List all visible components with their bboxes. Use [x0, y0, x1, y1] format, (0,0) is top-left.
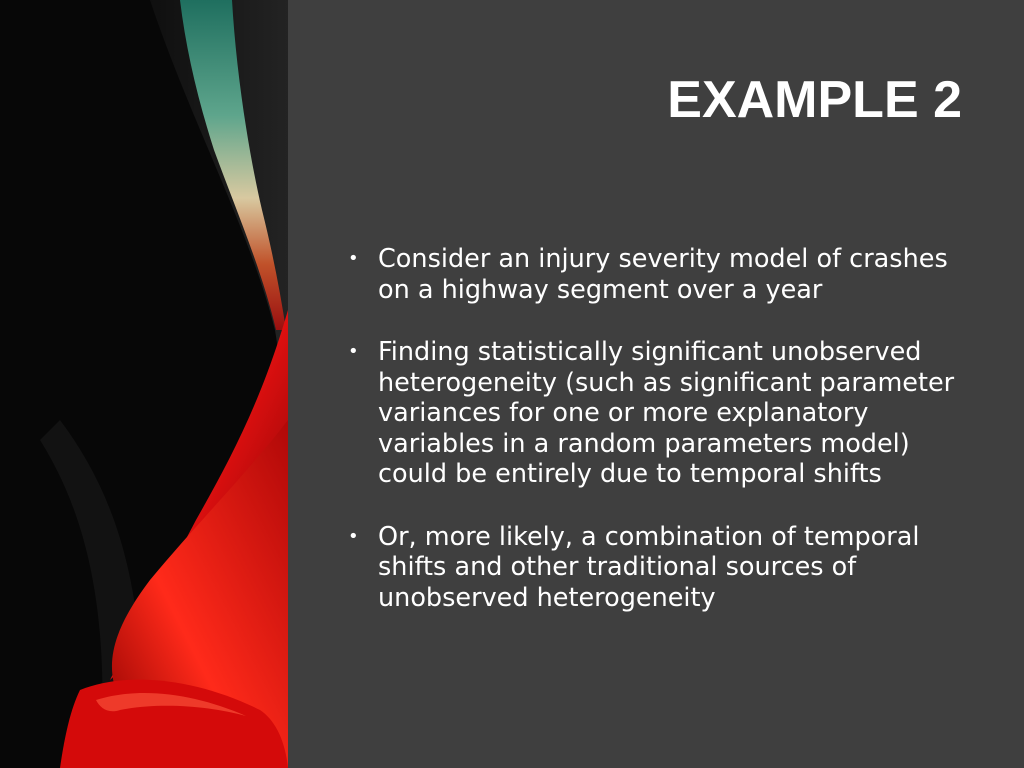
bullet-text: Finding statistically significant unobserved heterogeneity (such as significant parameter variances for one or more explanatory variables in a random parameters model) could be entirely due to temporal shifts: [378, 337, 955, 489]
bullet-item: [348, 244, 968, 305]
bullet-icon: •: [348, 341, 359, 362]
bullet-text: Or, more likely, a combination of temporal shifts and other traditional sources of unobserved heterogeneity: [378, 521, 920, 613]
bullet-item: [348, 522, 968, 614]
slide-title: EXAMPLE 2: [667, 71, 962, 129]
abstract-ribbon-art: [0, 0, 288, 768]
bullet-list: [348, 244, 968, 645]
bullet-item: [348, 337, 968, 490]
decorative-art-panel: [0, 0, 288, 768]
bullet-icon: •: [348, 248, 359, 269]
bullet-icon: •: [348, 525, 359, 547]
bullet-text: Consider an injury severity model of crashes on a highway segment over a year: [378, 244, 948, 305]
